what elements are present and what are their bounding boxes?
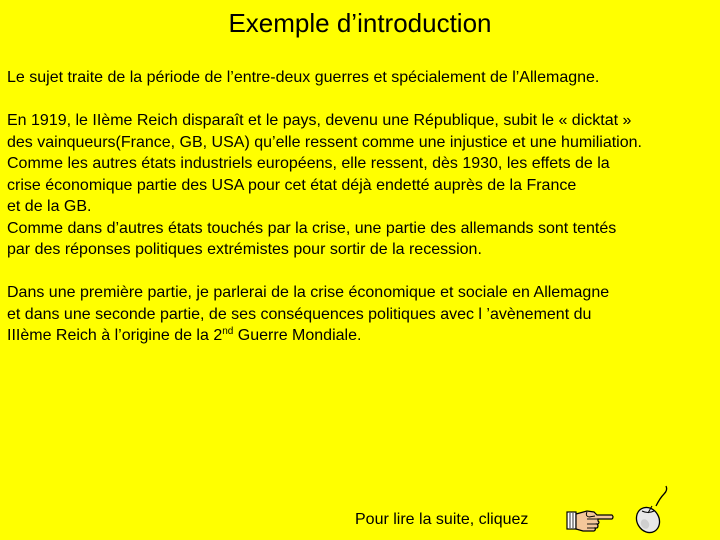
intro-paragraph xyxy=(7,67,719,89)
text-line: Le sujet traite de la période de l’entre-deux guerres et spécialement de l’Allemagne. xyxy=(7,69,600,86)
slide-title: Exemple d’introduction xyxy=(228,8,492,38)
text-line xyxy=(7,325,719,347)
text-line: des vainqueurs(France, GB, USA) qu’elle ressent comme une injustice et une humiliation. xyxy=(7,133,642,151)
text-line: par des réponses politiques extrémistes pour sortir de la recession. xyxy=(7,241,482,258)
text-line: Comme dans d’autres états touchés par la crise, une partie des allemands sont tentés xyxy=(7,219,617,237)
context-paragraph xyxy=(7,110,719,261)
continue-link[interactable]: Pour lire la suite, cliquez xyxy=(355,511,529,528)
plan-paragraph xyxy=(7,282,719,347)
pointing-hand-icon[interactable] xyxy=(565,503,615,535)
text-line: et dans une seconde partie, de ses conséquences politiques avec l ’avènement du xyxy=(7,305,592,323)
superscript: nd xyxy=(222,326,234,337)
text-segment: IIIème Reich à l’origine de la 2 xyxy=(7,327,223,344)
text-line: et de la GB. xyxy=(7,198,92,215)
text-line: En 1919, le IIème Reich disparaît et le pays, devenu une République, subit le « dicktat » xyxy=(7,112,632,129)
text-line: Comme les autres états industriels européens, elle ressent, dès 1930, les effets de la xyxy=(7,155,610,172)
text-segment: Guerre Mondiale. xyxy=(233,327,362,344)
text-line: crise économique partie des USA pour cet état déjà endetté auprès de la France xyxy=(7,176,577,194)
text-line: Dans une première partie, je parlerai de la crise économique et sociale en Allemagne xyxy=(7,284,610,301)
slide-body xyxy=(7,67,719,347)
mouse-icon[interactable] xyxy=(630,484,674,534)
